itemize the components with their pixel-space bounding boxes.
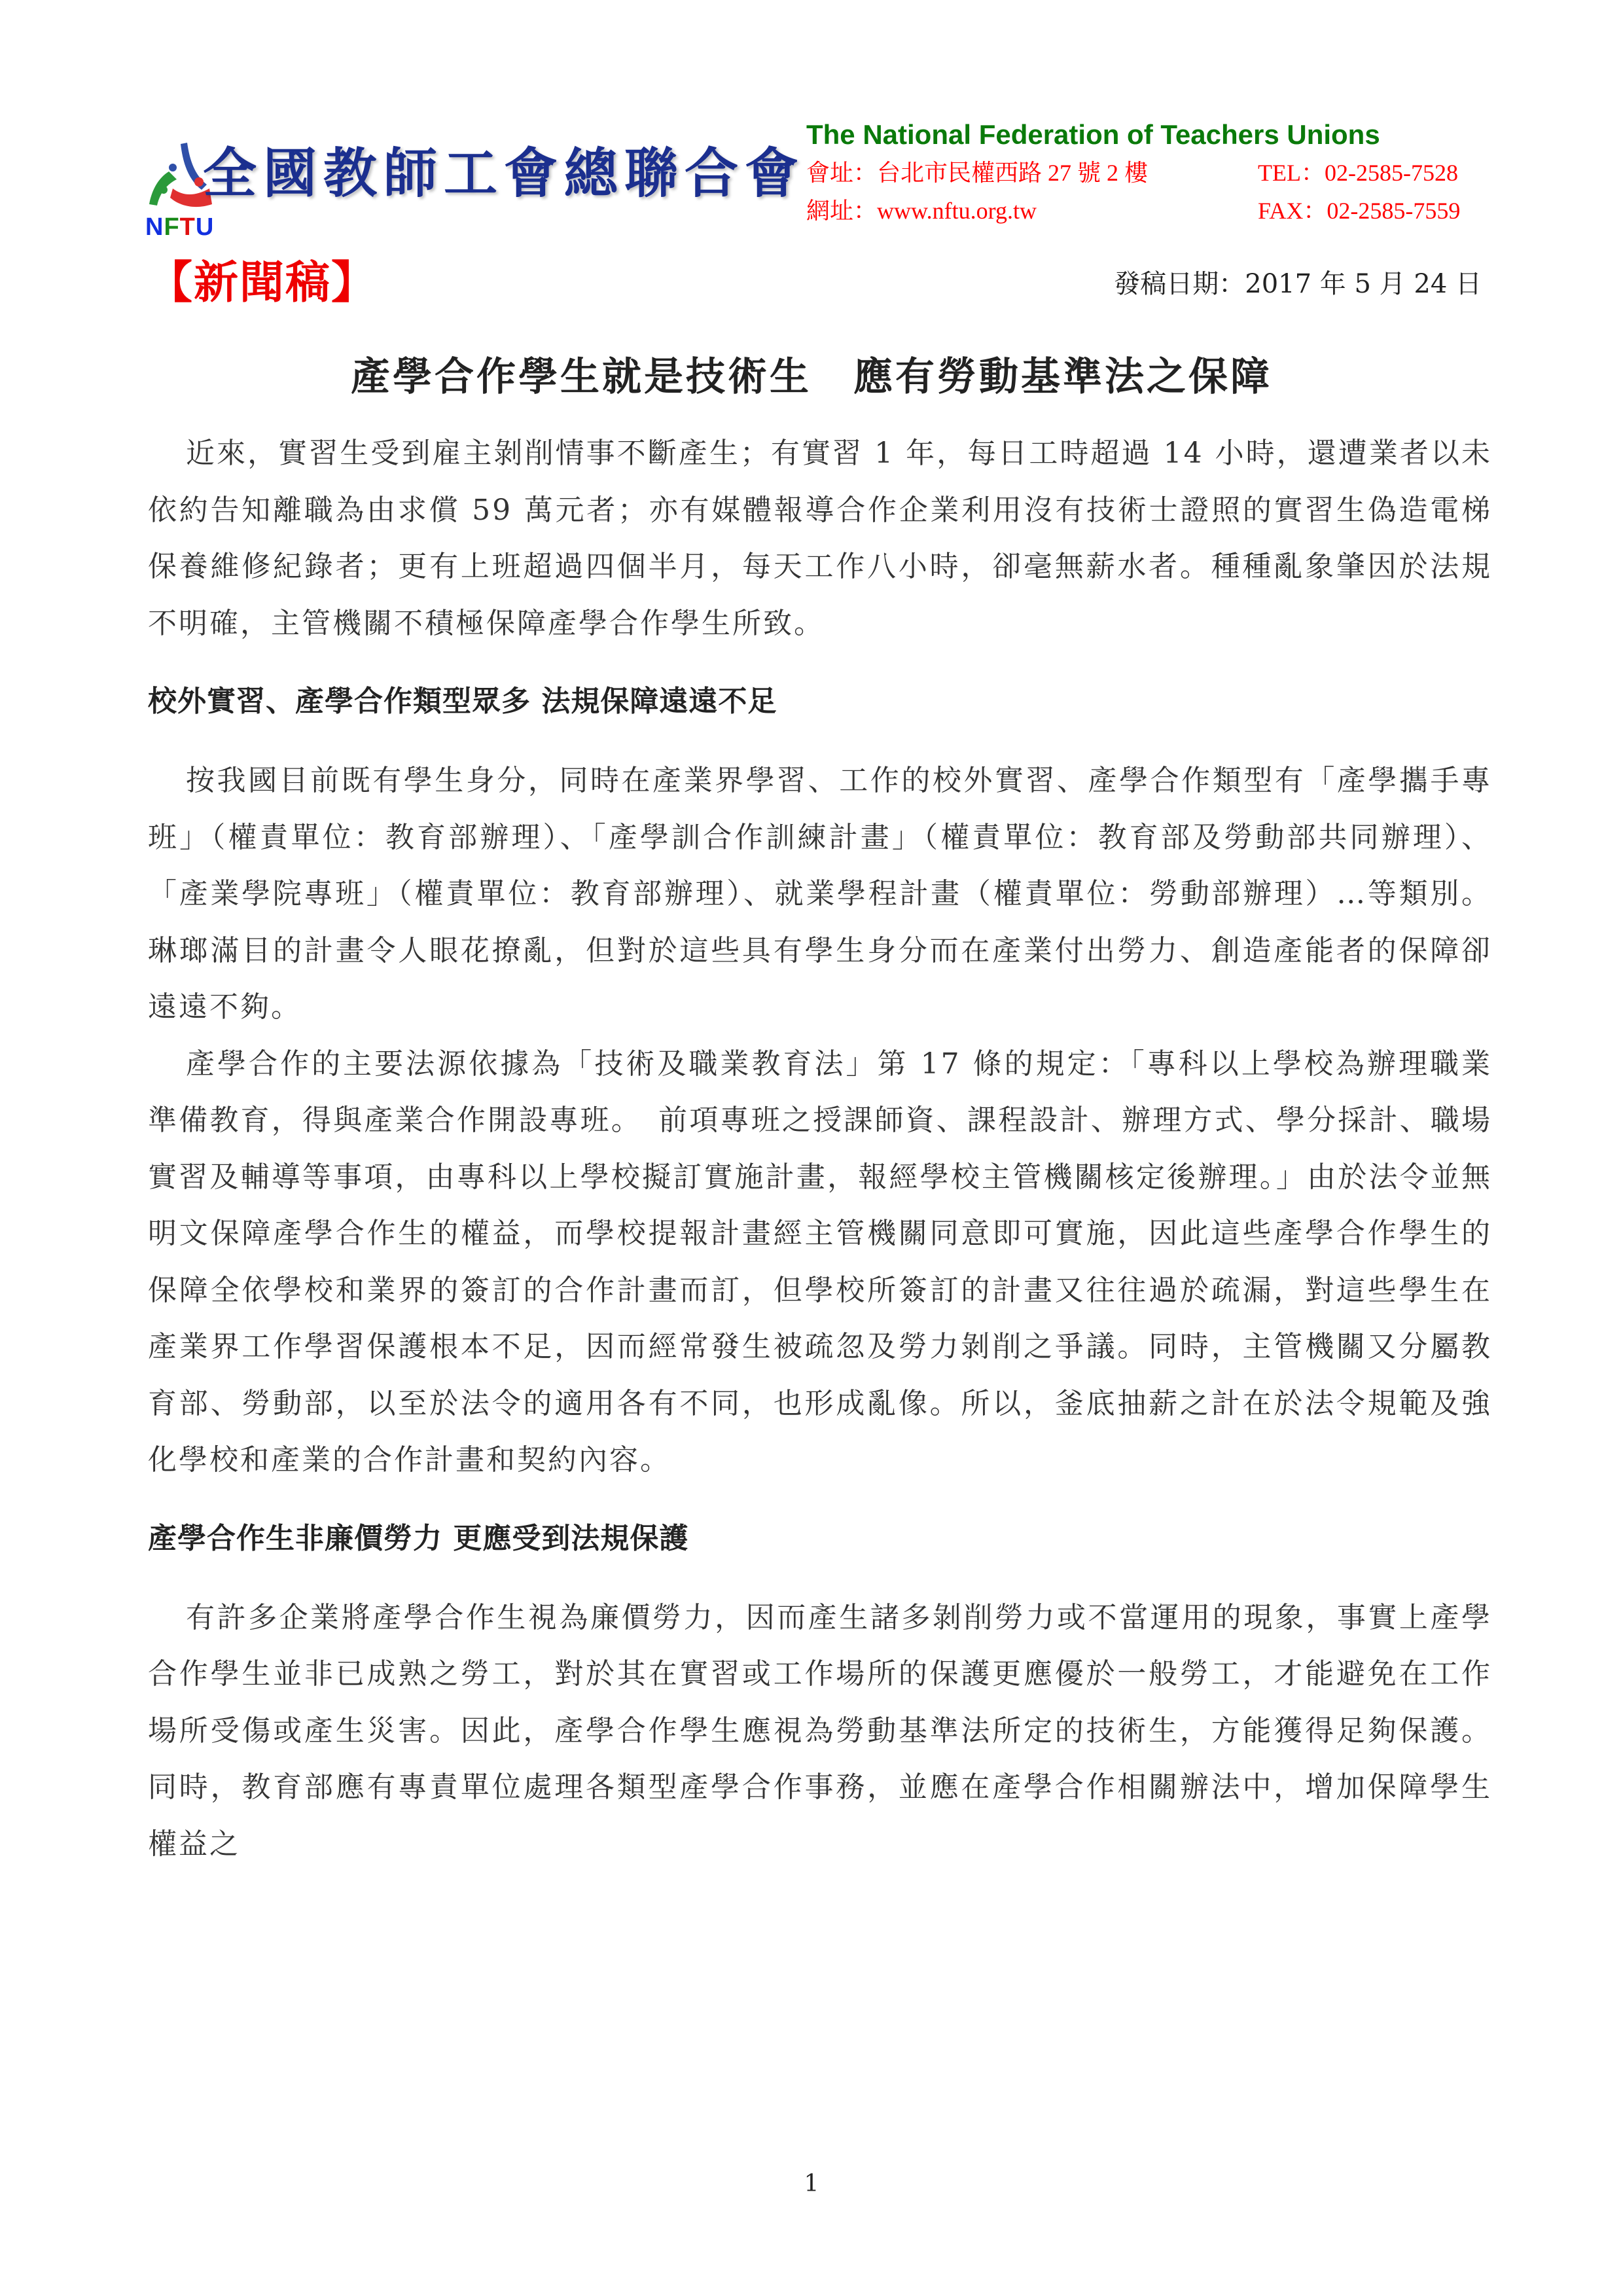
section1-paragraph-2: 產學合作的主要法源依據為「技術及職業教育法」第 17 條的規定：「專科以上學校為辦理職業準備教育，得與產業合作開設專班。 前項專班之授課師資、課程設計、辦理方式、學分採計、職場實習及輔導等事項，由專科以上學校擬訂實施計畫，報經學校主管機關核定後辦理。」由於法令並無明文保障產學合作生的權益，而學校提報計畫經主管機關同意即可實施，因此這些產學合作學生的保障全依學校和業界的簽訂的合作計畫而訂，但學校所簽訂的計畫又往往過於疏漏，對這些學生在產業界工作學習保護根本不足，因而經常發生被疏忽及勞力剝削之爭議。同時，主管機關又分屬教育部、勞動部，以至於法令的適用各有不同，也形成亂像。所以，釜底抽薪之計在於法令規範及強化學校和產業的合作計畫和契約內容。	[148, 1047, 1492, 1477]
org-name-chinese: 全國教師工會總聯合會	[203, 142, 806, 205]
page-number: 1	[804, 2170, 819, 2197]
nftu-letter-n: N	[145, 213, 164, 241]
org-logo	[137, 118, 806, 241]
nftu-abbrev	[145, 215, 214, 240]
intro-paragraph: 近來，實習生受到雇主剝削情事不斷產生；有實習 1 年，每日工時超過 14 小時，還遭業者以未依約告知離職為由求償 59 萬元者；亦有媒體報導合作企業利用沒有技術士證照的實習生偽造電梯保養維修紀錄者；更有上班超過四個半月，每天工作八小時，卻毫無薪水者。種種亂象肇因於法規不明確，主管機關不積極保障產學合作學生所致。	[148, 437, 1492, 640]
section1-paragraph-1: 按我國目前既有學生身分，同時在產業界學習、工作的校外實習、產學合作類型有「產學攜手專班」（權責單位：教育部辦理）、「產學訓合作訓練計畫」（權責單位：教育部及勞動部共同辦理）、「產業學院專班」（權責單位：教育部辦理）、就業學程計畫（權責單位：勞動部辦理）…等類別。琳瑯滿目的計畫令人眼花撩亂，但對於這些具有學生身分而在產業付出勞力、創造產能者的保障卻遠遠不夠。	[148, 764, 1492, 1024]
contact-row-2	[806, 192, 1487, 228]
contact-row-1	[806, 154, 1487, 190]
section-heading-2: 產學合作生非廉價勞力 更應受到法規保護	[148, 1521, 689, 1555]
org-name-english: The National Federation of Teachers Unions	[806, 119, 1380, 150]
press-release-tag: 【新聞稿】	[148, 257, 378, 309]
headline: 產學合作學生就是技術生 應有勞動基準法之保障	[351, 354, 1272, 400]
telephone: TEL：02-2585-7528	[1258, 160, 1458, 186]
section2-paragraph-1: 有許多企業將產學合作生視為廉價勞力，因而產生諸多剝削勞力或不當運用的現象，事實上產學合作學生並非已成熟之勞工，對於其在實習或工作場所的保護更應優於一般勞工，才能避免在工作場所受傷或產生災害。因此，產學合作學生應視為勞動基準法所定的技術生，方能獲得足夠保護。同時，教育部應有專責單位處理各類型產學合作事務，並應在產學合作相關辦法中，增加保障學生權益之	[148, 1600, 1492, 1861]
article-body	[148, 425, 1492, 1873]
release-date: 發稿日期：2017 年 5 月 24 日	[1114, 269, 1482, 299]
contact-block	[806, 118, 1487, 228]
nftu-letter-t: T	[179, 213, 196, 241]
website-link[interactable]: 網址：www.nftu.org.tw	[806, 198, 1037, 224]
nftu-letter-f: F	[164, 213, 180, 241]
nftu-letter-u: U	[195, 213, 215, 241]
fax: FAX：02-2585-7559	[1258, 198, 1461, 224]
address: 會址：台北市民權西路 27 號 2 樓	[806, 160, 1149, 186]
section-heading-1: 校外實習、產學合作類型眾多 法規保障遠遠不足	[148, 685, 777, 718]
